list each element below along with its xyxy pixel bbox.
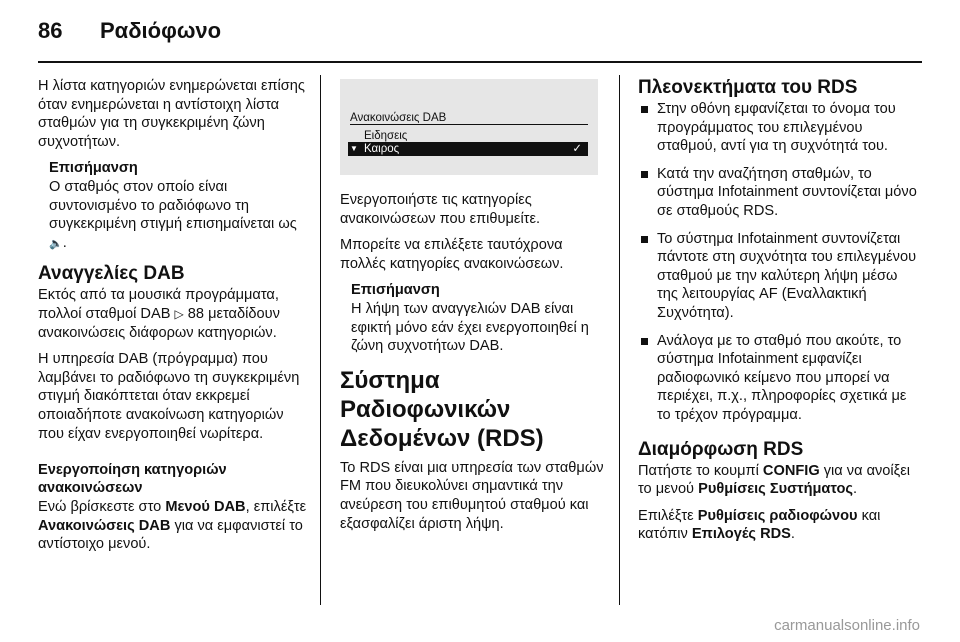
down-arrow-icon: ▼	[350, 144, 358, 153]
column-1	[38, 77, 310, 562]
section-heading-rds: Σύστημα Ραδιοφωνικών Δεδομένων (RDS)	[340, 366, 544, 452]
watermark: carmanualsonline.info	[774, 617, 920, 634]
page-number: 86	[38, 18, 63, 43]
note	[49, 159, 310, 253]
header-rule	[38, 61, 922, 63]
list-item: Ανάλογα με το σταθμό που ακούτε, το σύστημα Infotainment εμφανίζει ραδιοφωνικό κείμενο που μπορεί να περιέχει, π.χ., πληροφορίες σχετικά με το τρέχον πρόγραμμα.	[638, 332, 920, 425]
column-divider-2	[619, 75, 620, 605]
subheading-activate: Ενεργοποίηση κατηγοριών ανακοινώσεων	[38, 462, 227, 497]
screen-list-item: Ειδησεις	[364, 130, 408, 142]
paragraph: Εκτός από τα μουσικά προγράμματα, πολλοί σταθμοί DAB ▷ 88 μεταδίδουν ανακοινώσεις διάφορων κατηγοριών.	[38, 287, 280, 341]
note-text: Ο σταθμός στον οποίο είναι συντονισμένο το ραδιόφωνο τη συγκεκριμένη στιγμή επισημαίνεται ως 🔈.	[49, 178, 297, 251]
paragraph: Η λίστα κατηγοριών ενημερώνεται επίσης όταν ενημερώνεται η αντίστοιχη λίστα σταθμών για τη συγκεκριμένη ζώνη συχνοτήτων.	[38, 78, 305, 150]
list-item: Κατά την αναζήτηση σταθμών, το σύστημα Infotainment συντονίζεται μόνο σε σταθμούς RDS.	[638, 165, 920, 221]
section-heading-config: Διαμόρφωση RDS	[638, 438, 804, 460]
check-icon: ✓	[572, 143, 582, 155]
paragraph: Πατήστε το κουμπί CONFIG για να ανοίξει το μενού Ρυθμίσεις Συστήματος.	[638, 462, 910, 498]
display-screenshot	[340, 79, 598, 175]
note-title: Επισήμανση	[351, 282, 440, 299]
menu-name: Μενού DAB	[165, 499, 246, 516]
section-heading-dab: Αναγγελίες DAB	[38, 263, 185, 285]
paragraph: Ενεργοποιήστε τις κατηγορίες ανακοινώσεων που επιθυμείτε.	[340, 192, 541, 227]
page-header	[38, 18, 221, 44]
speaker-icon: 🔈	[49, 237, 63, 250]
paragraph: Ενώ βρίσκεστε στο Μενού DAB, επιλέξτε Ανακοινώσεις DAB για να εμφανιστεί το αντίστοιχο μενού.	[38, 499, 307, 553]
column-3	[638, 77, 920, 552]
advantages-list	[638, 100, 920, 425]
menu-item-name: Ανακοινώσεις DAB	[38, 517, 171, 534]
paragraph: Το RDS είναι μια υπηρεσία των σταθμών FM που διευκολύνει σημαντικά την ανεύρεση του επιθυμητού σταθμού και εξασφαλίζει άριστη λήψη.	[340, 459, 604, 532]
menu-item-name: Επιλογές RDS	[691, 526, 791, 543]
menu-name: Ρυθμίσεις Συστήματος	[698, 481, 853, 498]
paragraph: Η υπηρεσία DAB (πρόγραμμα) που λαμβάνει το ραδιόφωνο τη συγκεκριμένη στιγμή διακόπτεται όταν εκκρεμεί οποιαδήποτε ανακοίνωση κατηγοριών που είχαν ενεργοποιηθεί νωρίτερα.	[38, 351, 300, 442]
column-2	[340, 77, 606, 541]
note-title: Επισήμανση	[49, 160, 138, 177]
section-heading-advantages: Πλεονεκτήματα του RDS	[638, 77, 858, 98]
note-text: Η λήψη των αναγγελιών DAB είναι εφικτή μόνο εάν έχει ενεργοποιηθεί η ζώνη συχνοτήτων DAB.	[351, 300, 589, 355]
note	[351, 281, 606, 355]
paragraph: Επιλέξτε Ρυθμίσεις ραδιοφώνου και κατόπιν Επιλογές RDS.	[638, 507, 881, 543]
page-title: Ραδιόφωνο	[100, 18, 222, 43]
menu-item-name: Ρυθμίσεις ραδιοφώνου	[697, 507, 858, 524]
screen-title: Ανακοινώσεις DAB	[350, 112, 447, 124]
screen-divider	[350, 124, 588, 125]
paragraph: Μπορείτε να επιλέξετε ταυτόχρονα πολλές κατηγορίες ανακοινώσεων.	[340, 237, 564, 272]
screen-selected-item	[348, 142, 588, 156]
button-name: CONFIG	[762, 462, 820, 479]
page-reference-arrow-icon: ▷	[174, 306, 184, 321]
selected-item-label: Καιρος	[364, 143, 400, 155]
list-item: Στην οθόνη εμφανίζεται το όνομα του προγράμματος του επιλεγμένου σταθμού, αντί για τη συχνότητά του.	[638, 100, 920, 156]
list-item: Το σύστημα Infotainment συντονίζεται πάντοτε στη συχνότητα του επιλεγμένου σταθμού με την καλύτερη λήψη μέσω της λειτουργίας AF (Εναλλακτική Συχνότητα).	[638, 230, 920, 323]
column-divider-1	[320, 75, 321, 605]
